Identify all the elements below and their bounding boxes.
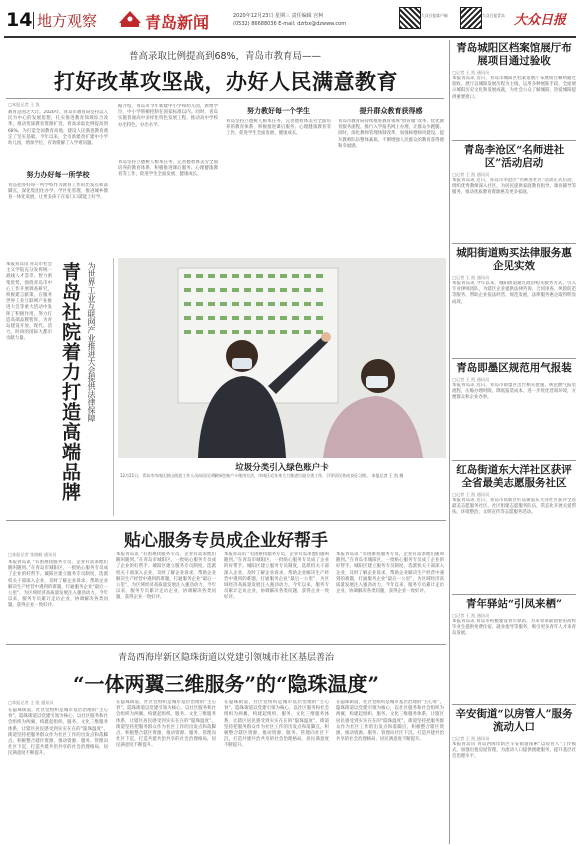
- brief-rule: [452, 140, 576, 141]
- lead-text-col1: 教育是国之大计。2020年，青岛市教育局坚持以人民为中心的发展思想，扎实推进教育领域综合改革，推动优质教育资源扩容，普高录取比例提高到68%，为打造全国教育高地、建设人民满意教育奠定了坚实基础。今年以来，全市新建改扩建中小学幼儿园，增加学位，有效缓解了入学难问题。: [8, 110, 108, 147]
- brief-5: [452, 464, 576, 592]
- brief-2: [452, 144, 576, 244]
- date-line: 2020年12月23日 星期三 责任编辑 宫柯: [233, 13, 324, 19]
- newspaper-logo: 大众日报: [514, 13, 567, 28]
- brief-byline: □记者 王 凯 通讯员: [452, 613, 490, 618]
- section-rule: [6, 644, 446, 645]
- feature-body-col3: 在隐珠街道，社区党组织是城市基层治理的“主心骨”。隐珠街道以党建引领为核心，以社区服务和社会组织为两翼，构建起组织、服务、文化三维服务体系，让辖区居民感受到实实在在的“隐珠温度”。街道坚持把服务群众作为社区工作的出发点和落脚点，积极整合辖区资源，推动资源、服务、管理向社区下沉，打造共建共治共享的社会治理格局，居民满意度不断提升。: [224, 700, 329, 749]
- brief-rule: [452, 704, 576, 705]
- section-rule: [6, 520, 446, 521]
- vertical-body: 本报青岛讯 青岛市社会主义学院充分发挥统一战线人才荟萃、智力密集优势，围绕青岛市中心工作开展调查研究，积极建言献策，在服务世界工业互联网产业推进大会等重大活动中发挥了积极作用，努力打造高端品牌智库，为青岛建设开放、现代、活力、时尚的国际大都市贡献力量。: [6, 262, 52, 342]
- brief-headline: 青岛即墨区规范用气报装: [456, 362, 572, 374]
- section-name: 地方观察: [37, 12, 98, 30]
- service-body-col1: 本报青岛讯 “有困难找服务专员，企业有需求他们随叫随到。”在青岛市城阳区，一批贴心服务专员成了企业的好帮手。城阳区建立服务专员制度，选派机关干部深入企业，及时了解企业诉求，帮助企业解决生产经营中遇到的难题，打通服务企业“最后一公里”，为区域经济高质量发展注入强劲动力。今年以来，服务专员累计走访企业，协调解决各类问题，获得企业一致好评。: [8, 560, 108, 609]
- vertical-kicker: 为世界工业互联网产业推进大会提供法律保障: [87, 262, 96, 422]
- brief-body: 本报青岛讯 青岛市积极建设青年驿站，为来青求职创业的高校毕业生提供免费住宿、就业指导等服务，吸引更多青年人才来青岛发展。: [452, 619, 576, 637]
- qr-label-2: 大众日报青岛: [482, 13, 505, 18]
- brief-headline: 红岛街道东大洋社区获评全省最美志愿服务社区: [456, 464, 572, 489]
- qr-label-1: 大众日报客户端: [421, 13, 448, 18]
- feature-headline: “一体两翼三维服务”的“隐珠温度”: [72, 672, 379, 696]
- service-byline: □本报记者 张晓帆 通讯员: [8, 552, 57, 557]
- lead-text-col2: 据介绍，青岛市今年新建中小学和幼儿园，新增学位，中小学班额控制在国家标准以内。同时，青岛实施普通高中多样化特色发展工程，推动高中学校办出特色、办出水平。: [118, 104, 218, 128]
- brief-headline: 青年驿站“引凤来栖”: [465, 598, 563, 610]
- lead-text-col1b: 青岛把办好每一所学校作为教育工作的出发点和落脚点，深化集团化办学、学区化管理，推进城乡教育一体化发展，让更多孩子在家门口就能上好学。: [8, 183, 108, 201]
- page-number: 14: [6, 9, 33, 31]
- brief-rule: [452, 460, 576, 461]
- brief-headline: 青岛李沧区“名师进社区”活动启动: [463, 144, 565, 169]
- brief-7: [452, 708, 576, 842]
- emblem-icon: [117, 9, 143, 29]
- service-body-col2: 本报青岛讯 “有困难找服务专员，企业有需求他们随叫随到。”在青岛市城阳区，一批贴心服务专员成了企业的好帮手。城阳区建立服务专员制度，选派机关干部深入企业，及时了解企业诉求，帮助企业解决生产经营中遇到的难题，打通服务企业“最后一公里”，为区域经济高质量发展注入强劲动力。今年以来，服务专员累计走访企业，协调解决各类问题，获得企业一致好评。: [116, 552, 216, 601]
- service-body-col4: 本报青岛讯 “有困难找服务专员，企业有需求他们随叫随到。”在青岛市城阳区，一批贴心服务专员成了企业的好帮手。城阳区建立服务专员制度，选派机关干部深入企业，及时了解企业诉求，帮助企业解决生产经营中遇到的难题，打通服务企业“最后一公里”，为区域经济高质量发展注入强劲动力。今年以来，服务专员累计走访企业，协调解决各类问题，获得企业一致好评。: [336, 552, 444, 595]
- brief-byline: □记者 王 凯 通讯员: [452, 736, 490, 741]
- masthead: [0, 0, 580, 38]
- lead-rule: [6, 98, 444, 99]
- feature-body-col2: 在隐珠街道，社区党组织是城市基层治理的“主心骨”。隐珠街道以党建引领为核心，以社区服务和社会组织为两翼，构建起组织、服务、文化三维服务体系，让辖区居民感受到实实在在的“隐珠温度”。街道坚持把服务群众作为社区工作的出发点和落脚点，积极整合辖区资源，推动资源、服务、管理向社区下沉，打造共建共治共享的社会治理格局，居民满意度不断提升。: [116, 700, 216, 749]
- right-rail-divider: [449, 40, 450, 844]
- qr-code-icon: [460, 7, 482, 29]
- lead-text-col4: 青岛市教育局持续推进教育领域“放管服”改革，优化教育服务流程，推行入学报名网上办理，让群众少跑腿。同时，深化教师管理体制改革，加强师德师风建设，提升教师队伍整体素质，不断增强人民群众的教育获得感和幸福感。: [338, 119, 444, 149]
- brief-byline: □记者 王 凯 通讯员: [452, 275, 490, 280]
- qr-code-icon: [399, 7, 421, 29]
- lead-subhead-3: 提升群众教育获得感: [359, 107, 423, 115]
- photo-caption: 垃圾分类引入绿色账户卡: [235, 463, 329, 473]
- service-body-col3: 本报青岛讯 “有困难找服务专员，企业有需求他们随叫随到。”在青岛市城阳区，一批贴心服务专员成了企业的好帮手。城阳区建立服务专员制度，选派机关干部深入企业，及时了解企业诉求，帮助企业解决生产经营中遇到的难题，打通服务企业“最后一公里”，为区域经济高质量发展注入强劲动力。今年以来，服务专员累计走访企业，协调解决各类问题，获得企业一致好评。: [224, 552, 329, 601]
- service-headline: 贴心服务专员成企业好帮手: [124, 531, 328, 551]
- brief-byline: □记者 王 凯 通讯员: [452, 377, 490, 382]
- brief-byline: □记者 王 凯 通讯员: [452, 70, 490, 75]
- masthead-rule: [4, 36, 576, 38]
- lead-subhead-1: 努力办好每一所学校: [26, 171, 90, 179]
- feature-byline: □本报记者 王 凯 通讯员: [8, 700, 54, 705]
- photo-note: 12月21日，青岛市市南区湛山街道工作人员向居民讲解绿色账户卡使用方法，市南区近年来大力推进垃圾分类工作，引导居民养成良好习惯。 本报记者 王 凯 摄: [120, 473, 404, 478]
- feature-kicker: 青岛西海岸新区隐珠街道以党建引领城市社区基层善治: [117, 653, 334, 663]
- brief-body: 本报青岛讯 近日，青岛市李沧区“名师进社区”活动正式启动，组织优秀教师深入社区，为居民提供家庭教育指导、课业辅导等服务，推动优质教育资源惠及更多家庭。: [452, 178, 576, 196]
- brief-byline: □记者 王 凯 通讯员: [452, 492, 490, 497]
- brief-byline: □记者 王 凯 通讯员: [452, 172, 490, 177]
- brief-body: 本报青岛讯 近日，青岛市城阳区档案馆展厅布展项目顺利通过验收。展厅以城阳发展历程为主线，运用多种展陈手段，全面展示城阳历史文化和发展成就，为社会公众了解城阳、热爱城阳提供重要窗口。: [452, 76, 576, 100]
- paper-name: 青岛新闻: [145, 13, 210, 32]
- brief-body: 本报青岛讯 近日，青岛市即墨区出台相关措施，规范燃气报装流程，压缩办理时限，降低报装成本，进一步优化营商环境，方便群众和企业办事。: [452, 383, 576, 401]
- lead-headline: 打好改革攻坚战，办好人民满意教育: [54, 69, 398, 94]
- lead-kicker: 普高录取比例提高到68%，青岛市教育局——: [128, 51, 322, 62]
- brief-rule: [452, 594, 576, 595]
- contact-line: (0532) 86688036 E-mail: dzrbx@dzwww.com: [233, 21, 347, 27]
- brief-6: [452, 598, 576, 702]
- brief-body: 本报青岛讯 近日，青岛市高新区红岛街道东大洋社区获评全省最美志愿服务社区。社区组建志愿服务队伍，常态化开展关爱帮扶、环境整治、文明宣传等志愿服务活动。: [452, 498, 576, 516]
- brief-4: [452, 362, 576, 458]
- brief-rule: [452, 243, 576, 244]
- brief-headline: 辛安街道“以房管人”服务流动人口: [455, 708, 573, 733]
- brief-headline: 青岛城阳区档案馆展厅布展项目通过验收: [456, 42, 572, 67]
- brief-body: 本报青岛讯 今年以来，城阳街道通过政府购买服务方式，引入专业律师团队，为辖区企业提供法律咨询、合同审查、风险防范等服务，帮助企业依法经营、规范发展，法律服务惠企取得明显成效。: [452, 281, 576, 305]
- feature-body-col4: 在隐珠街道，社区党组织是城市基层治理的“主心骨”。隐珠街道以党建引领为核心，以社区服务和社会组织为两翼，构建起组织、服务、文化三维服务体系，让辖区居民感受到实实在在的“隐珠温度”。街道坚持把服务群众作为社区工作的出发点和落脚点，积极整合辖区资源，推动资源、服务、管理向社区下沉，打造共建共治共享的社会治理格局，居民满意度不断提升。: [336, 700, 444, 743]
- lead-photo: [118, 258, 446, 458]
- brief-rule: [452, 358, 576, 359]
- brief-headline: 城阳街道购买法律服务惠企见实效: [456, 247, 572, 272]
- column-divider: [113, 258, 114, 516]
- vertical-headline: 青岛社院着力打造高端品牌: [59, 262, 81, 502]
- lead-text-col3: 青岛坚持立德树人根本任务，完善德智体美劳全面培养的教育体系，积极推进课后服务、心理健康教育等工作，促进学生全面发展、健康成长。: [226, 119, 331, 137]
- brief-3: [452, 247, 576, 357]
- feature-body-col1: 在隐珠街道，社区党组织是城市基层治理的“主心骨”。隐珠街道以党建引领为核心，以社区服务和社会组织为两翼，构建起组织、服务、文化三维服务体系，让辖区居民感受到实实在在的“隐珠温度”。街道坚持把服务群众作为社区工作的出发点和落脚点，积极整合辖区资源，推动资源、服务、管理向社区下沉，打造共建共治共享的社会治理格局，居民满意度不断提升。: [8, 708, 108, 757]
- brief-1: [452, 42, 576, 142]
- section-divider: [33, 12, 34, 29]
- lead-text-col2c: 青岛坚持立德树人根本任务，完善德智体美劳全面培养的教育体系，积极推进课后服务、心理健康教育等工作，促进学生全面发展、健康成长。: [118, 160, 218, 178]
- lead-subhead-2: 努力教好每一个学生: [247, 107, 310, 115]
- lead-byline: □本报记者 王 凯: [8, 102, 40, 107]
- brief-body: 本报青岛讯 青岛西海岸新区辛安街道探索“以房管人”工作模式，加强出租房屋管理，为流动人口提供便捷服务，提升基层社会治理水平。: [452, 742, 576, 760]
